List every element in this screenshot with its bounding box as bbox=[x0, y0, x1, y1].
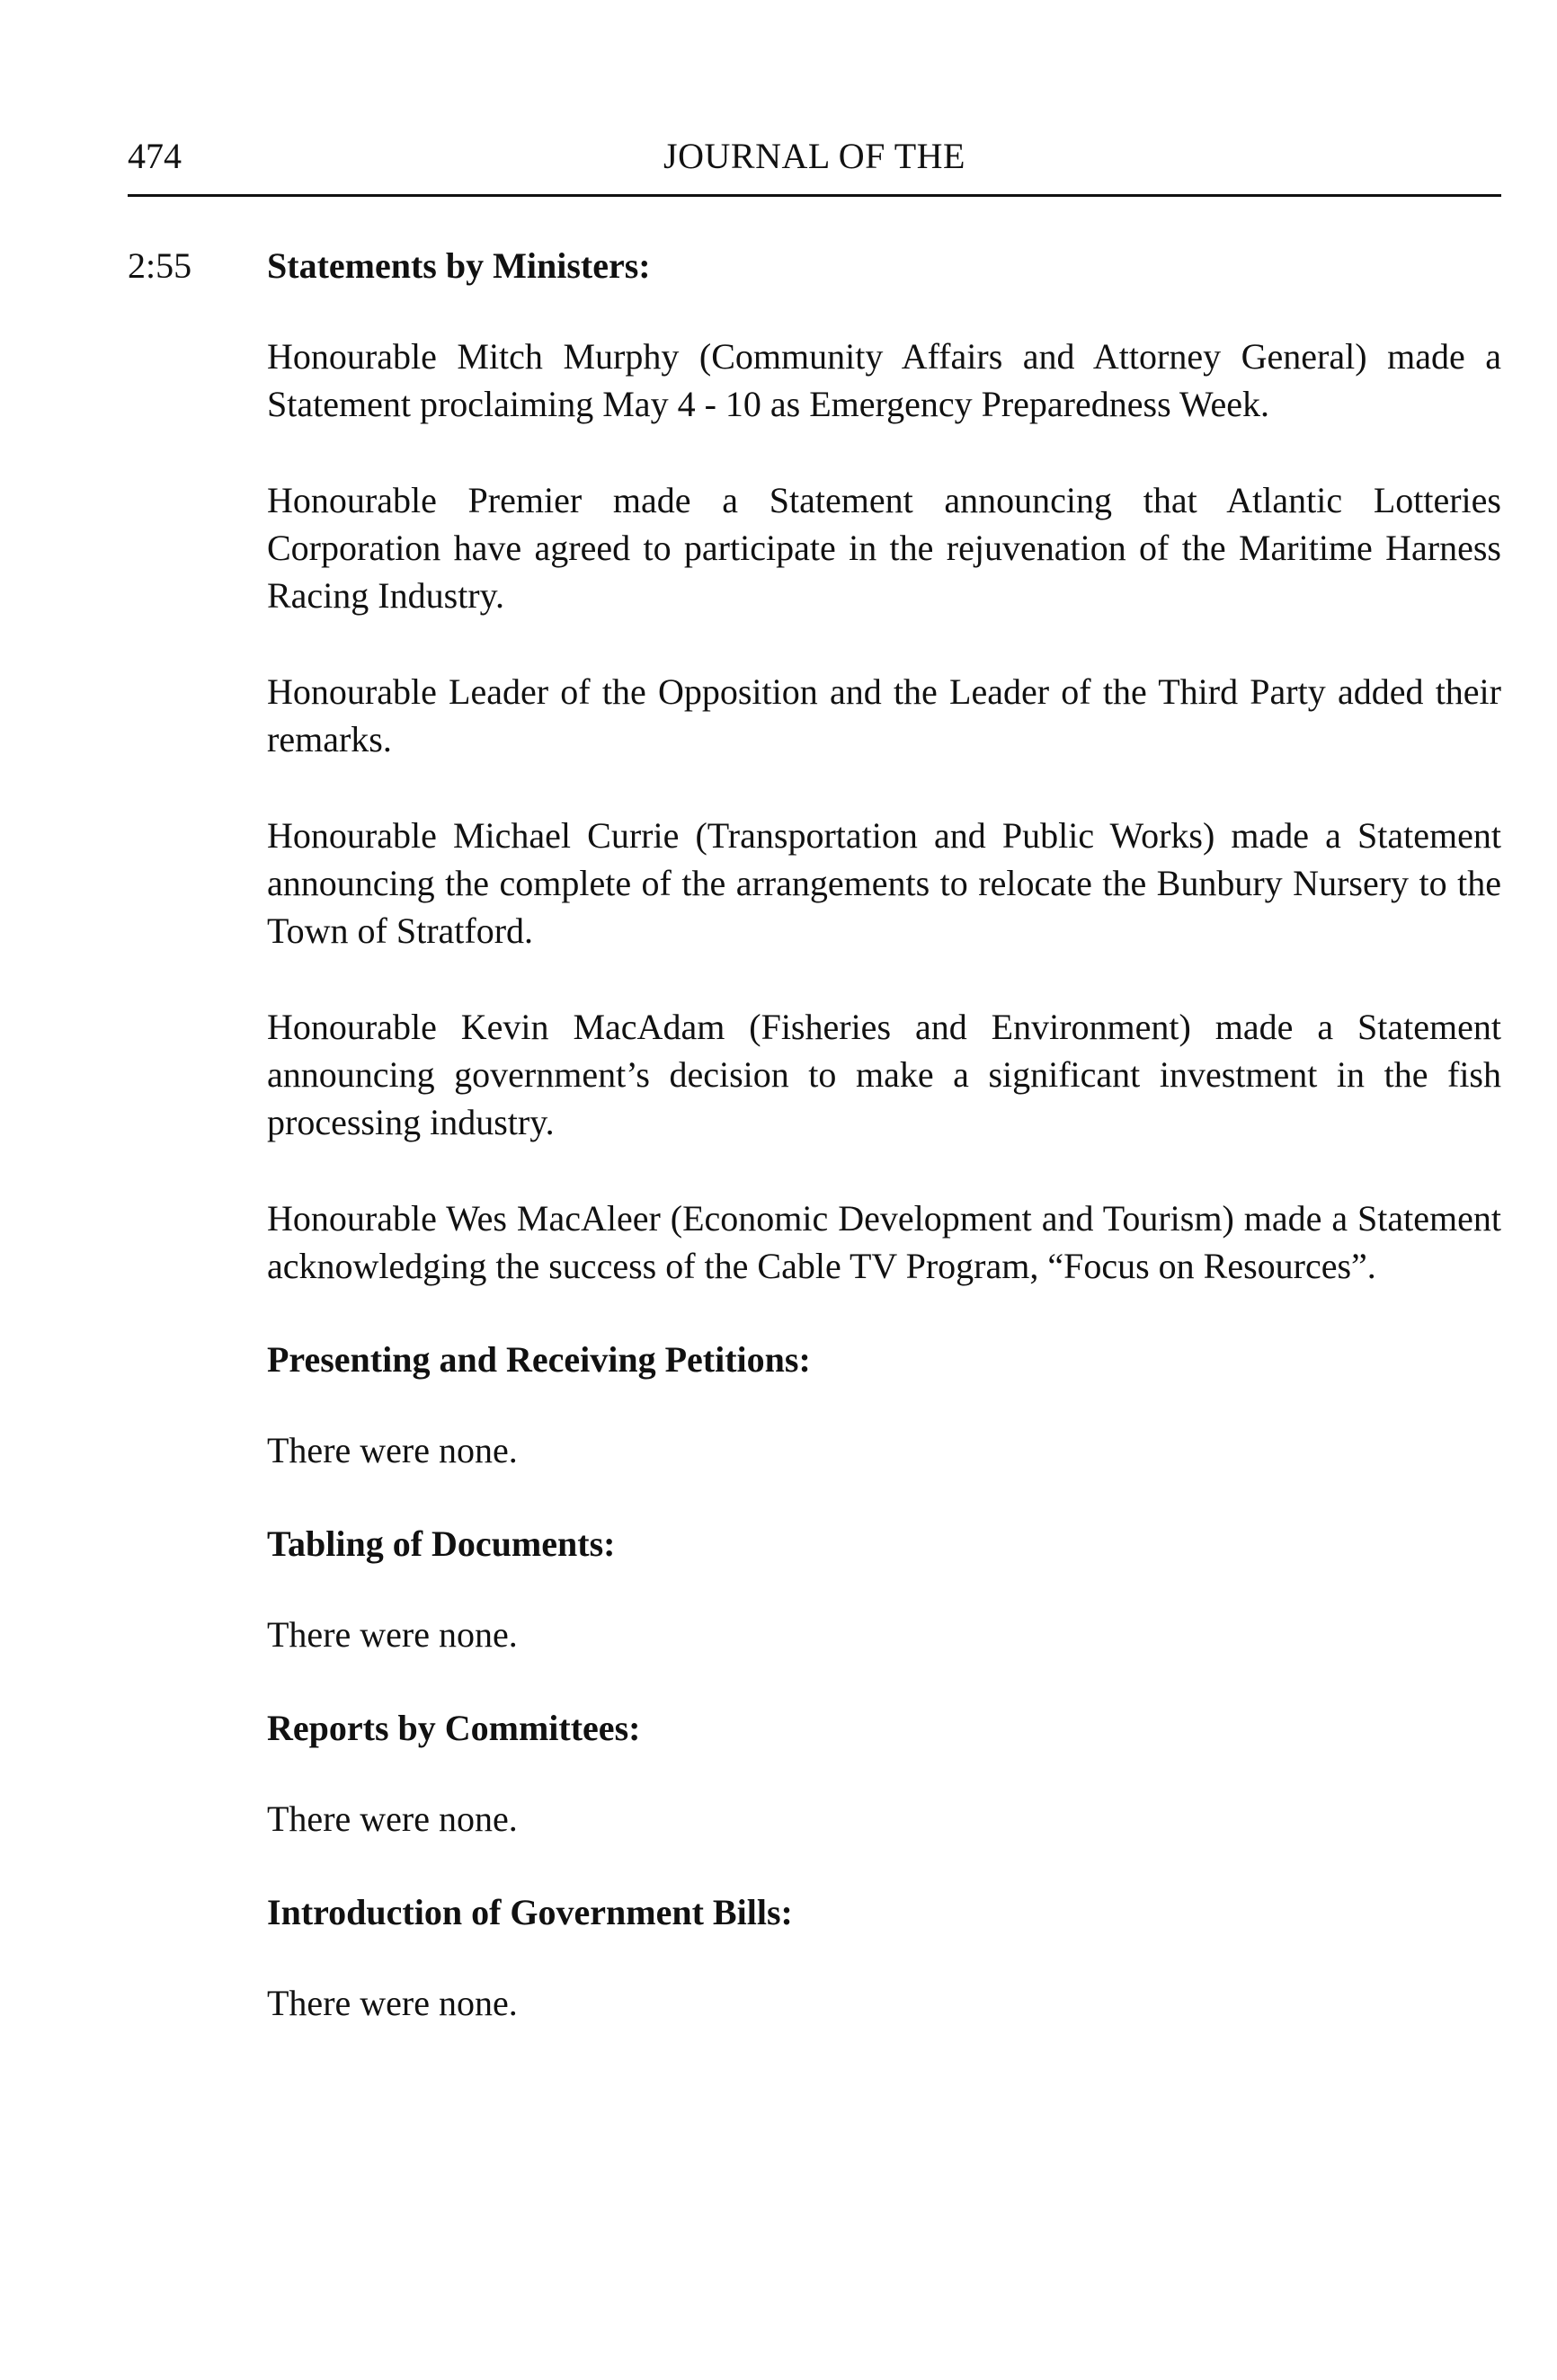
bills-text: There were none. bbox=[267, 1983, 518, 2023]
committees-text: There were none. bbox=[267, 1798, 518, 1839]
statement-paragraph: Honourable Mitch Murphy (Community Affairs and Attorney General) made a Statement proclaiming May 4 - 10 as Emergency Preparedness Week. bbox=[267, 336, 1501, 424]
section-heading-bills: Introduction of Government Bills: bbox=[267, 1892, 793, 1932]
section-heading-statements: Statements by Ministers: bbox=[267, 245, 651, 286]
statement-paragraph: Honourable Wes MacAleer (Economic Development and Tourism) made a Statement acknowledging the success of the Cable TV Program, “Focus on Resources”. bbox=[267, 1198, 1501, 1286]
section-heading-documents: Tabling of Documents: bbox=[267, 1523, 616, 1564]
section-heading-petitions: Presenting and Receiving Petitions: bbox=[267, 1339, 811, 1380]
statement-paragraph: Honourable Premier made a Statement announcing that Atlantic Lotteries Corporation have agreed to participate in the rejuvenation of the Maritime Harness Racing Industry. bbox=[267, 480, 1501, 616]
page-header bbox=[128, 135, 1501, 189]
statement-paragraph: Honourable Leader of the Opposition and the Leader of the Third Party added their remarks. bbox=[267, 671, 1501, 759]
journal-body bbox=[267, 244, 1501, 2027]
statement-paragraph: Honourable Michael Currie (Transportation and Public Works) made a Statement announcing the complete of the arrangements to relocate the Bunbury Nursery to the Town of Stratford. bbox=[267, 815, 1501, 951]
petitions-text: There were none. bbox=[267, 1430, 518, 1470]
header-divider bbox=[128, 194, 1501, 197]
time-stamp: 2:55 bbox=[128, 245, 192, 286]
section-heading-committees: Reports by Committees: bbox=[267, 1708, 641, 1748]
running-title: JOURNAL OF THE bbox=[663, 136, 965, 176]
page-number: 474 bbox=[128, 136, 182, 176]
statement-paragraph: Honourable Kevin MacAdam (Fisheries and Environment) made a Statement announcing government’s decision to make a significant investment in the fish processing industry. bbox=[267, 1007, 1501, 1142]
documents-text: There were none. bbox=[267, 1614, 518, 1655]
